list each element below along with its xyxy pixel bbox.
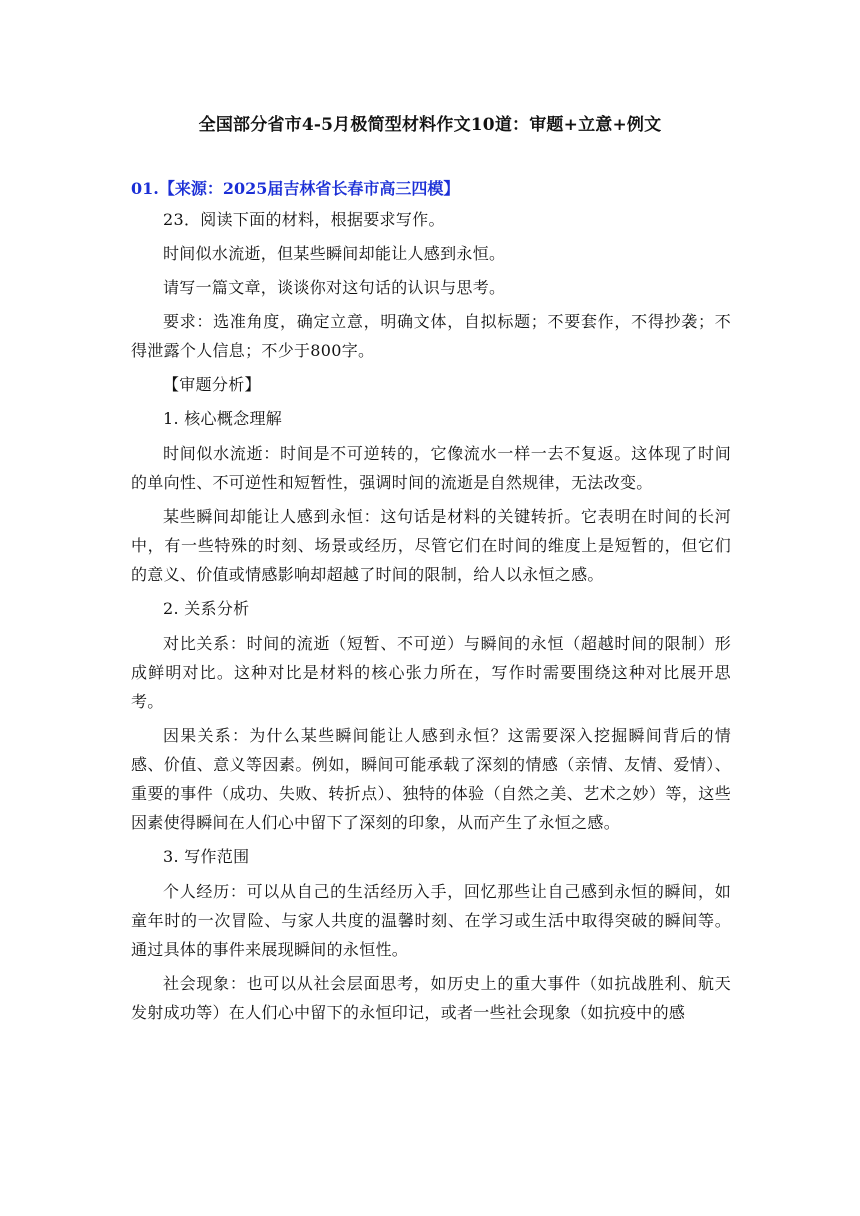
- subheading-relations: 2. 关系分析: [163, 599, 250, 618]
- requirements: 要求：选准角度，确定立意，明确文体，自拟标题；不要套作，不得抄袭；不得泄露个人信息；不少于800字。: [131, 312, 731, 360]
- subheading-core-concept: 1. 核心概念理解: [163, 409, 283, 428]
- question-prompt: 23．阅读下面的材料，根据要求写作。: [163, 210, 445, 229]
- source-heading: 01.【来源：2025届吉林省长春市高三四模】: [131, 179, 460, 198]
- subheading-scope: 3. 写作范围: [163, 847, 250, 866]
- document-body: [131, 205, 731, 1032]
- material-text: 时间似水流逝，但某些瞬间却能让人感到永恒。: [163, 244, 506, 263]
- paragraph: 社会现象：也可以从社会层面思考，如历史上的重大事件（如抗战胜利、航天发射成功等）在人们心中留下的永恒印记，或者一些社会现象（如抗疫中的感: [131, 974, 731, 1022]
- task-instruction: 请写一篇文章，谈谈你对这句话的认识与思考。: [163, 278, 506, 297]
- paragraph: 某些瞬间却能让人感到永恒：这句话是材料的关键转折。它表明在时间的长河中，有一些特殊的时刻、场景或经历，尽管它们在时间的维度上是短暂的，但它们的意义、价值或情感影响却超越了时间的限制，给人以永恒之感。: [131, 507, 731, 584]
- paragraph: 对比关系：时间的流逝（短暂、不可逆）与瞬间的永恒（超越时间的限制）形成鲜明对比。这种对比是材料的核心张力所在，写作时需要围绕这种对比展开思考。: [131, 634, 731, 711]
- paragraph: 因果关系：为什么某些瞬间能让人感到永恒？这需要深入挖掘瞬间背后的情感、价值、意义等因素。例如，瞬间可能承载了深刻的情感（亲情、友情、爱情）、重要的事件（成功、失败、转折点）、独特的体验（自然之美、艺术之妙）等，这些因素使得瞬间在人们心中留下了深刻的印象，从而产生了永恒之感。: [131, 726, 731, 832]
- paragraph: 个人经历：可以从自己的生活经历入手，回忆那些让自己感到永恒的瞬间，如童年时的一次冒险、与家人共度的温馨时刻、在学习或生活中取得突破的瞬间等。通过具体的事件来展现瞬间的永恒性。: [131, 882, 731, 959]
- document-title: 全国部分省市4-5月极简型材料作文10道：审题+立意+例文: [198, 115, 662, 135]
- section-heading-analysis: 【审题分析】: [163, 375, 261, 394]
- paragraph: 时间似水流逝：时间是不可逆转的，它像流水一样一去不复返。这体现了时间的单向性、不可逆性和短暂性，强调时间的流逝是自然规律，无法改变。: [131, 444, 731, 492]
